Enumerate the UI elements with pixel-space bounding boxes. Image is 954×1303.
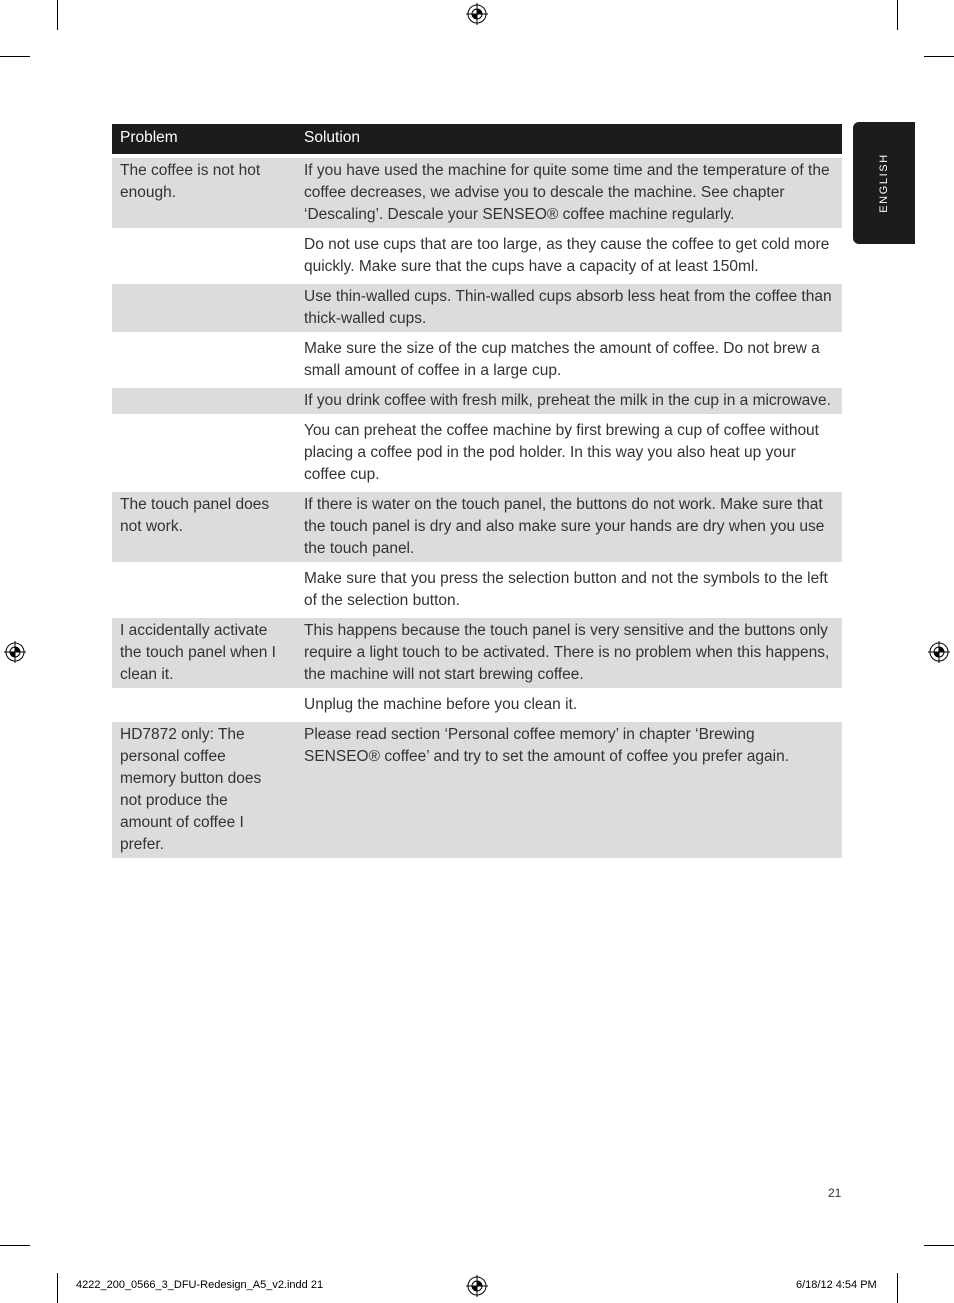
crop-mark <box>897 0 898 30</box>
problem-cell <box>112 284 288 332</box>
footer-file-slug: 4222_200_0566_3_DFU-Redesign_A5_v2.indd 21 <box>76 1279 324 1291</box>
table-header <box>112 124 842 158</box>
crop-mark <box>924 1245 954 1246</box>
table-row <box>112 618 842 692</box>
footer-timestamp: 6/18/12 4:54 PM <box>796 1279 877 1291</box>
language-tab-label: ENGLISH <box>878 153 890 213</box>
table-row <box>112 158 842 232</box>
table-row <box>112 722 842 862</box>
problem-cell <box>112 336 288 384</box>
crop-mark <box>57 0 58 30</box>
solution-cell: Use thin-walled cups. Thin-walled cups absorb less heat from the coffee than thick-walled cups. <box>304 288 832 327</box>
solution-cell: If you drink coffee with fresh milk, preheat the milk in the cup in a microwave. <box>304 392 831 409</box>
registration-mark-icon <box>466 1275 488 1297</box>
registration-mark-icon <box>928 641 950 663</box>
problem-cell: The touch panel does not work. <box>120 496 270 535</box>
table-row <box>112 388 842 418</box>
table-row <box>112 336 842 388</box>
solution-cell: Do not use cups that are too large, as they cause the coffee to get cold more quickly. Make sure that the cups have a capacity of at least 150ml. <box>304 236 830 275</box>
crop-mark <box>57 1273 58 1303</box>
table-row <box>112 284 842 336</box>
solution-cell: You can preheat the coffee machine by first brewing a cup of coffee without placing a coffee pod in the pod holder. In this way you also heat up your coffee cup. <box>304 422 819 483</box>
solution-cell: If you have used the machine for quite some time and the temperature of the coffee decreases, we advise you to descale the machine. See chapter ‘Descaling’. Descale your SENSEO® coffee machine regularly. <box>304 162 830 223</box>
header-problem: Problem <box>120 129 178 146</box>
problem-cell <box>112 566 288 614</box>
problem-cell <box>112 232 288 280</box>
table-row <box>112 692 842 722</box>
problem-cell <box>112 692 288 718</box>
language-tab <box>853 122 915 244</box>
crop-mark <box>0 1245 30 1246</box>
crop-mark <box>924 56 954 57</box>
registration-mark-icon <box>466 3 488 25</box>
table-row <box>112 232 842 284</box>
problem-cell: HD7872 only: The personal coffee memory button does not produce the amount of coffee I prefer. <box>120 726 262 853</box>
page-number: 21 <box>828 1186 842 1200</box>
registration-mark-icon <box>4 641 26 663</box>
crop-mark <box>0 56 30 57</box>
solution-cell: Make sure that you press the selection button and not the symbols to the left of the selection button. <box>304 570 828 609</box>
solution-cell: Make sure the size of the cup matches the amount of coffee. Do not brew a small amount of coffee in a large cup. <box>304 340 820 379</box>
header-solution: Solution <box>304 129 361 146</box>
problem-cell: I accidentally activate the touch panel when I clean it. <box>120 622 276 683</box>
problem-cell <box>112 388 288 414</box>
table-row <box>112 418 842 492</box>
table-row <box>112 492 842 566</box>
problem-cell <box>112 418 288 488</box>
solution-cell: Please read section ‘Personal coffee memory’ in chapter ‘Brewing SENSEO® coffee’ and try to set the amount of coffee you prefer again. <box>304 726 790 765</box>
table-row <box>112 566 842 618</box>
problem-cell: The coffee is not hot enough. <box>120 162 261 201</box>
solution-cell: If there is water on the touch panel, the buttons do not work. Make sure that the touch panel is dry and also make sure your hands are dry when you use the touch panel. <box>304 496 825 557</box>
crop-mark <box>897 1273 898 1303</box>
solution-cell: This happens because the touch panel is very sensitive and the buttons only require a light touch to be activated. There is no problem when this happens, the machine will not start brewing coffee. <box>304 622 830 683</box>
troubleshooting-table <box>112 124 842 862</box>
solution-cell: Unplug the machine before you clean it. <box>304 696 578 713</box>
